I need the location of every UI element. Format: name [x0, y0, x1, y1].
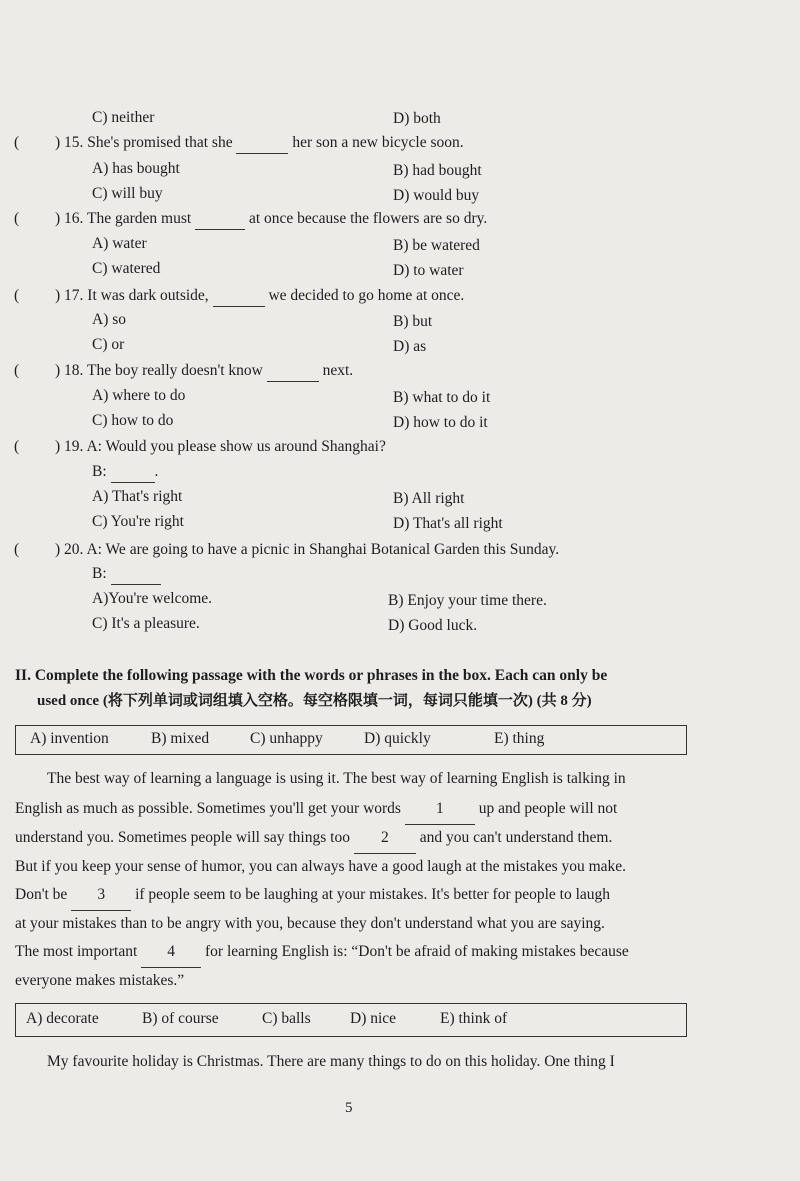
q20-option-c: C) It's a pleasure. [92, 615, 200, 632]
q15-paren: ( [14, 134, 20, 151]
q17-option-a: A) so [92, 311, 127, 328]
passage-1-line: everyone makes mistakes.” [15, 972, 185, 989]
q18-stem [55, 361, 353, 382]
passage-blank-3: 3 [71, 881, 131, 911]
section-2-heading-line2: used once (将下列单词或词组填入空格。每空格限填一词，每词只能填一次) (共 8 分) [37, 693, 592, 709]
q17-option-b: B) but [393, 313, 433, 330]
q18-paren: ( [14, 362, 20, 379]
q19-option-c: C) You're right [92, 513, 184, 530]
q20-stem [55, 540, 559, 560]
word-box-2 [15, 1003, 687, 1037]
passage-1-text: The most important [15, 943, 138, 960]
word-box-1-item: C) unhappy [250, 730, 323, 747]
word-box-2-item: D) nice [350, 1010, 397, 1027]
passage-1-text: for learning English is: “Don't be afraid of making mistakes because [205, 943, 629, 960]
q17-paren: ( [14, 287, 20, 304]
q15-option-a: A) has bought [92, 160, 180, 177]
q20-paren: ( [14, 541, 20, 558]
passage-1-line: The best way of learning a language is using it. The best way of learning English is talking in [47, 770, 626, 787]
word-box-1-item: D) quickly [364, 730, 431, 747]
q18-option-b: B) what to do it [393, 389, 491, 406]
word-box-1-item: B) mixed [151, 730, 210, 747]
q16-option-a: A) water [92, 235, 147, 252]
q16-stem-a: The garden must [87, 210, 192, 227]
passage-1-text: Don't be [15, 886, 68, 903]
q16-number: ) 16. [55, 210, 84, 227]
word-box-1-item: A) invention [30, 730, 109, 747]
q19-option-a: A) That's right [92, 488, 183, 505]
q17-stem [55, 286, 464, 307]
q15-stem [55, 133, 464, 154]
q18-option-c: C) how to do [92, 412, 174, 429]
q15-stem-b: her son a new bicycle soon. [292, 134, 464, 151]
passage-blank-4: 4 [141, 938, 201, 968]
passage-1-text: understand you. Sometimes people will say things too [15, 829, 350, 846]
q19-option-b: B) All right [393, 490, 465, 507]
passage-1-text: and you can't understand them. [419, 829, 613, 846]
passage-1-line [15, 938, 690, 968]
q15-option-c: C) will buy [92, 185, 163, 202]
q17-stem-a: It was dark outside, [87, 287, 209, 304]
q18-number: ) 18. [55, 362, 84, 379]
q20-response-line [92, 564, 161, 585]
passage-blank-1: 1 [405, 795, 475, 825]
passage-1-line [15, 881, 690, 911]
q15-blank [236, 133, 288, 154]
passage-1-text: English as much as possible. Sometimes you'll get your words [15, 800, 401, 817]
q16-paren: ( [14, 210, 20, 227]
word-box-2-item: B) of course [142, 1010, 219, 1027]
q15-option-b: B) had bought [393, 162, 482, 179]
q19-paren: ( [14, 438, 20, 455]
word-box-1 [15, 725, 687, 755]
q18-option-a: A) where to do [92, 387, 186, 404]
q15-number: ) 15. [55, 134, 84, 151]
q18-option-d: D) how to do it [393, 414, 488, 431]
q18-stem-a: The boy really doesn't know [87, 362, 263, 379]
q16-stem-b: at once because the flowers are so dry. [248, 210, 488, 227]
q19-blank [111, 462, 155, 483]
q19-speaker-b: B: [92, 463, 107, 480]
section-2-heading-line1: II. Complete the following passage with the words or phrases in the box. Each can only be [15, 667, 608, 684]
passage-1-line [15, 824, 690, 854]
q20-option-d: D) Good luck. [388, 617, 478, 634]
passage-1-line: at your mistakes than to be angry with you, because they don't understand what you are saying. [15, 915, 605, 932]
q15-option-d: D) would buy [393, 187, 480, 204]
q20-speaker-b: B: [92, 565, 107, 582]
word-box-2-item: E) think of [440, 1010, 508, 1027]
word-box-1-item: E) thing [494, 730, 545, 747]
q17-blank [213, 286, 265, 307]
q16-option-c: C) watered [92, 260, 161, 277]
q19-stem [55, 437, 386, 457]
q17-number: ) 17. [55, 287, 84, 304]
passage-1-text: if people seem to be laughing at your mistakes. It's better for people to laugh [135, 886, 611, 903]
q17-option-d: D) as [393, 338, 427, 355]
q16-option-d: D) to water [393, 262, 464, 279]
q19-option-d: D) That's all right [393, 515, 503, 532]
word-box-2-item: C) balls [262, 1010, 311, 1027]
q20-number: ) 20. [55, 541, 84, 558]
passage-1-line [15, 795, 690, 825]
q17-option-c: C) or [92, 336, 125, 353]
q19-response-line: B: . [92, 462, 158, 483]
q19-stem-a: A: Would you please show us around Shanghai? [86, 438, 386, 455]
passage-blank-2: 2 [354, 824, 416, 854]
q20-option-a: A)You're welcome. [92, 590, 213, 607]
q16-option-b: B) be watered [393, 237, 480, 254]
q18-stem-b: next. [322, 362, 354, 379]
passage-1-text: up and people will not [478, 800, 618, 817]
passage-2-line: My favourite holiday is Christmas. There are many things to do on this holiday. One thing I [47, 1053, 615, 1070]
q14-option-c: C) neither [92, 109, 155, 126]
word-box-2-item: A) decorate [26, 1010, 99, 1027]
page-number: 5 [345, 1100, 353, 1116]
q19-number: ) 19. [55, 438, 84, 455]
q20-blank [111, 564, 161, 585]
q17-stem-b: we decided to go home at once. [268, 287, 465, 304]
q18-blank [267, 361, 319, 382]
q20-option-b: B) Enjoy your time there. [388, 592, 547, 609]
q20-stem-a: A: We are going to have a picnic in Shanghai Botanical Garden this Sunday. [86, 541, 560, 558]
q15-stem-a: She's promised that she [87, 134, 233, 151]
q16-stem [55, 209, 487, 230]
q16-blank [195, 209, 245, 230]
q14-option-d: D) both [393, 110, 441, 127]
passage-1-line: But if you keep your sense of humor, you can always have a good laugh at the mistakes you make. [15, 858, 627, 875]
